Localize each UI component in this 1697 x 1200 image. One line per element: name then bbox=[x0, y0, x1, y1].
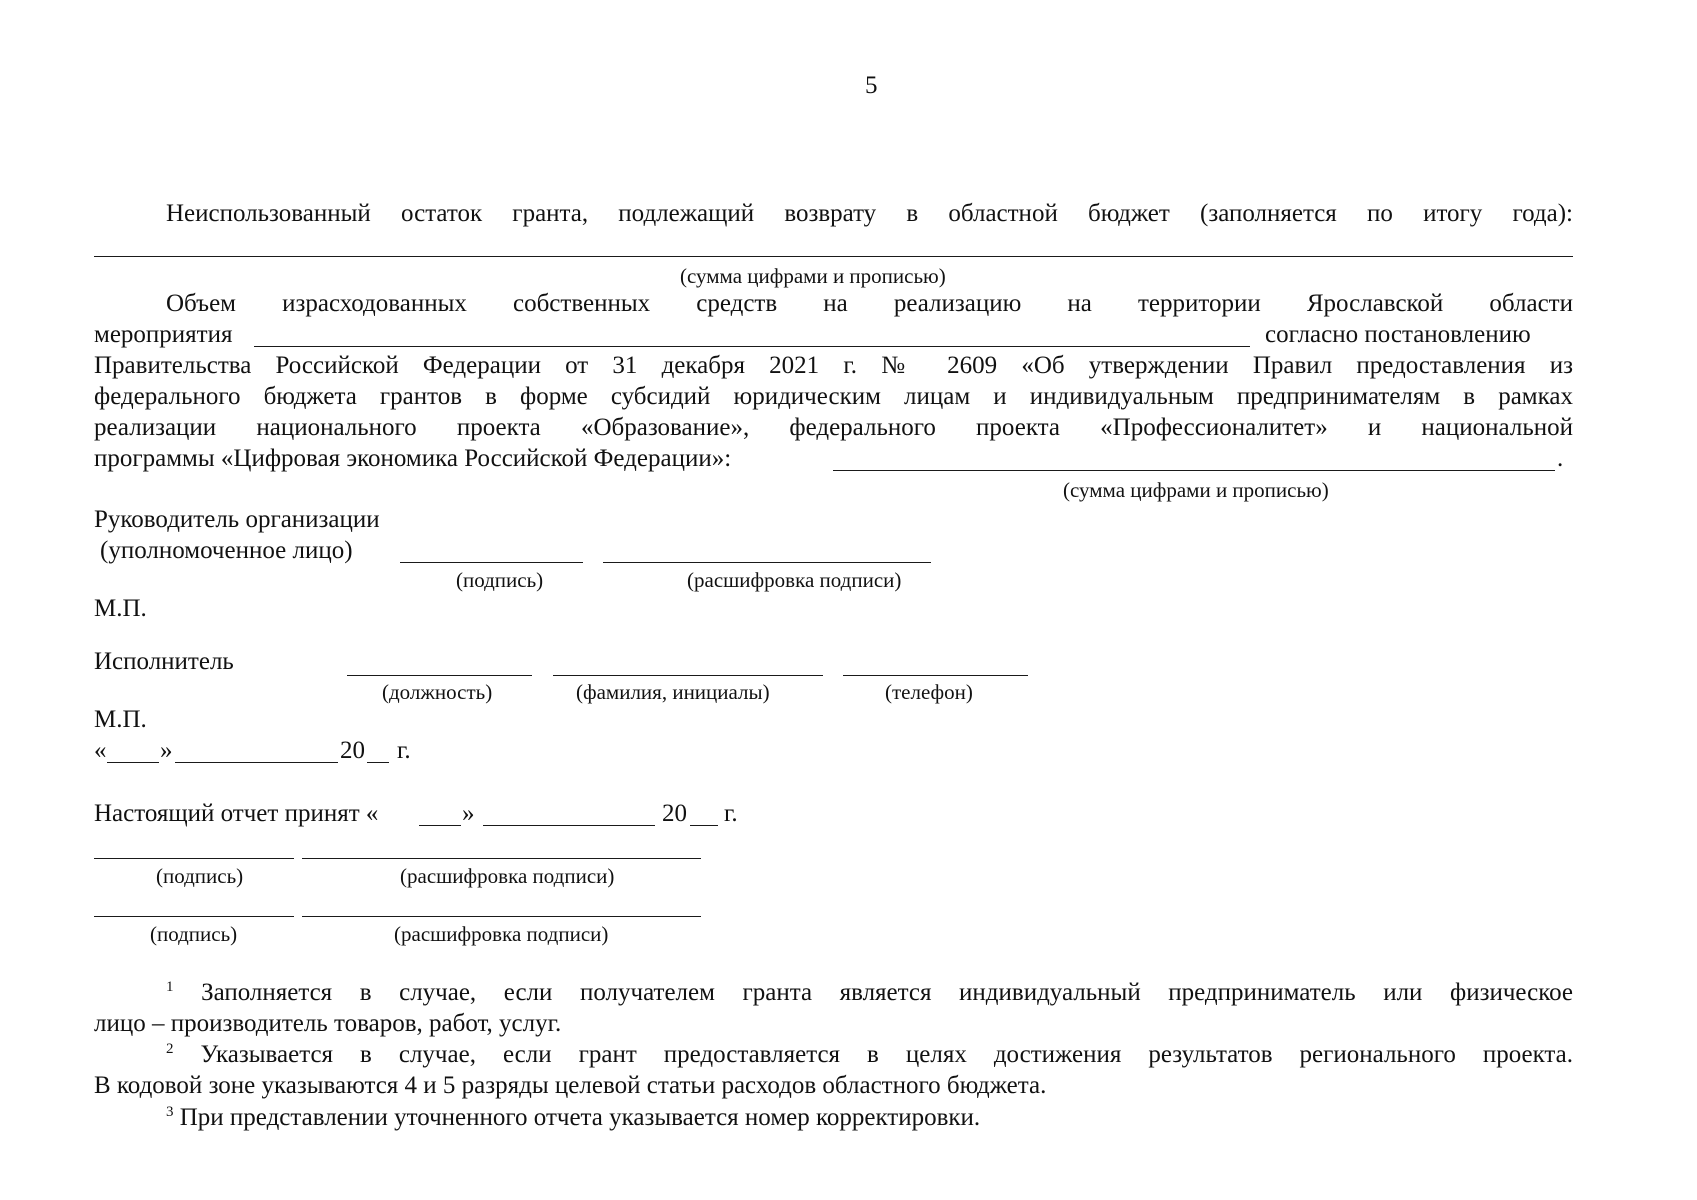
footnote-1-mark: 1 bbox=[166, 979, 174, 995]
accepted-year-field[interactable] bbox=[690, 825, 718, 826]
accepted-year: 20 bbox=[662, 800, 687, 827]
own-funds-line-2-start: мероприятия bbox=[94, 321, 233, 348]
footnote-2-line-2: В кодовой зоне указываются 4 и 5 разряды целевой статьи расходов областного бюджета. bbox=[94, 1072, 1047, 1099]
accepted-close: » bbox=[462, 800, 475, 827]
executor-month-field[interactable] bbox=[175, 762, 338, 763]
executor-label: Исполнитель bbox=[94, 648, 234, 675]
own-funds-line-6: программы «Цифровая экономика Российской Федерации»: bbox=[94, 445, 732, 472]
own-funds-line-2-end: согласно постановлению bbox=[1265, 321, 1531, 348]
accepted-decode-1-field[interactable] bbox=[302, 858, 701, 859]
own-funds-line-4: федерального бюджета грантов в форме субсидий юридическим лицам и индивидуальным предпринимателям в рамках bbox=[94, 383, 1573, 410]
footnote-1-text: Заполняется в случае, если получателем гранта является индивидуальный предприниматель или физическое bbox=[201, 979, 1573, 1006]
own-funds-line-1: Объем израсходованных собственных средств на реализацию на территории Ярославской области bbox=[166, 290, 1573, 317]
own-funds-line-3: Правительства Российской Федерации от 31 декабря 2021 г. № 2609 «Об утверждении Правил предоставления из bbox=[94, 352, 1573, 379]
footnote-1-line-1 bbox=[166, 977, 1573, 1008]
head-title: Руководитель организации bbox=[94, 506, 380, 533]
accepted-decode-1-hint: (расшифровка подписи) bbox=[400, 864, 615, 888]
own-funds-hint: (сумма цифрами и прописью) bbox=[1063, 478, 1329, 502]
executor-date-close: » bbox=[160, 737, 173, 764]
executor-phone-hint: (телефон) bbox=[885, 680, 973, 704]
executor-name-hint: (фамилия, инициалы) bbox=[576, 680, 770, 704]
executor-year-suffix: г. bbox=[397, 737, 411, 764]
head-decode-field[interactable] bbox=[603, 562, 931, 563]
accepted-year-suffix: г. bbox=[724, 800, 738, 827]
executor-position-hint: (должность) bbox=[382, 680, 493, 704]
own-funds-amount-field[interactable] bbox=[833, 470, 1555, 471]
grant-remainder-label: Неиспользованный остаток гранта, подлежащий возврату в областной бюджет (заполняется по итогу года): bbox=[166, 200, 1573, 227]
grant-remainder-field[interactable] bbox=[94, 256, 1573, 257]
executor-year-field[interactable] bbox=[367, 762, 389, 763]
grant-remainder-hint: (сумма цифрами и прописью) bbox=[680, 264, 946, 288]
head-signature-hint: (подпись) bbox=[456, 568, 544, 592]
executor-position-field[interactable] bbox=[347, 675, 532, 676]
head-decode-hint: (расшифровка подписи) bbox=[687, 568, 902, 592]
own-funds-line-5: реализации национального проекта «Образование», федерального проекта «Профессионалитет» и национальной bbox=[94, 414, 1573, 441]
executor-name-field[interactable] bbox=[553, 675, 823, 676]
event-name-field[interactable] bbox=[254, 346, 1250, 347]
accepted-label: Настоящий отчет принят « bbox=[94, 800, 379, 827]
accepted-decode-2-hint: (расшифровка подписи) bbox=[394, 922, 609, 946]
footnote-3-line-1 bbox=[166, 1102, 980, 1133]
head-stamp: М.П. bbox=[94, 595, 147, 622]
footnote-3-mark: 3 bbox=[166, 1104, 174, 1120]
accepted-decode-2-field[interactable] bbox=[302, 916, 701, 917]
accepted-signature-1-field[interactable] bbox=[94, 858, 294, 859]
footnote-2-mark: 2 bbox=[166, 1041, 174, 1057]
executor-year: 20 bbox=[340, 737, 365, 764]
head-subtitle: (уполномоченное лицо) bbox=[100, 537, 353, 564]
accepted-month-field[interactable] bbox=[483, 825, 655, 826]
accepted-signature-1-hint: (подпись) bbox=[156, 864, 244, 888]
executor-stamp: М.П. bbox=[94, 706, 147, 733]
executor-date-open: « bbox=[94, 737, 107, 764]
head-signature-field[interactable] bbox=[400, 562, 583, 563]
footnote-2-line-1 bbox=[166, 1039, 1573, 1070]
executor-phone-field[interactable] bbox=[843, 675, 1028, 676]
accepted-signature-2-hint: (подпись) bbox=[150, 922, 238, 946]
own-funds-line-6-end: . bbox=[1557, 445, 1564, 472]
page-number: 5 bbox=[865, 72, 878, 99]
executor-day-field[interactable] bbox=[107, 762, 159, 763]
accepted-day-field[interactable] bbox=[419, 825, 461, 826]
footnote-3-text: При представлении уточненного отчета указывается номер корректировки. bbox=[179, 1104, 981, 1131]
footnote-2-text: Указывается в случае, если грант предоставляется в целях достижения результатов регионального проекта. bbox=[200, 1041, 1574, 1068]
footnote-1-line-2: лицо – производитель товаров, работ, услуг. bbox=[94, 1010, 562, 1037]
accepted-signature-2-field[interactable] bbox=[94, 916, 294, 917]
